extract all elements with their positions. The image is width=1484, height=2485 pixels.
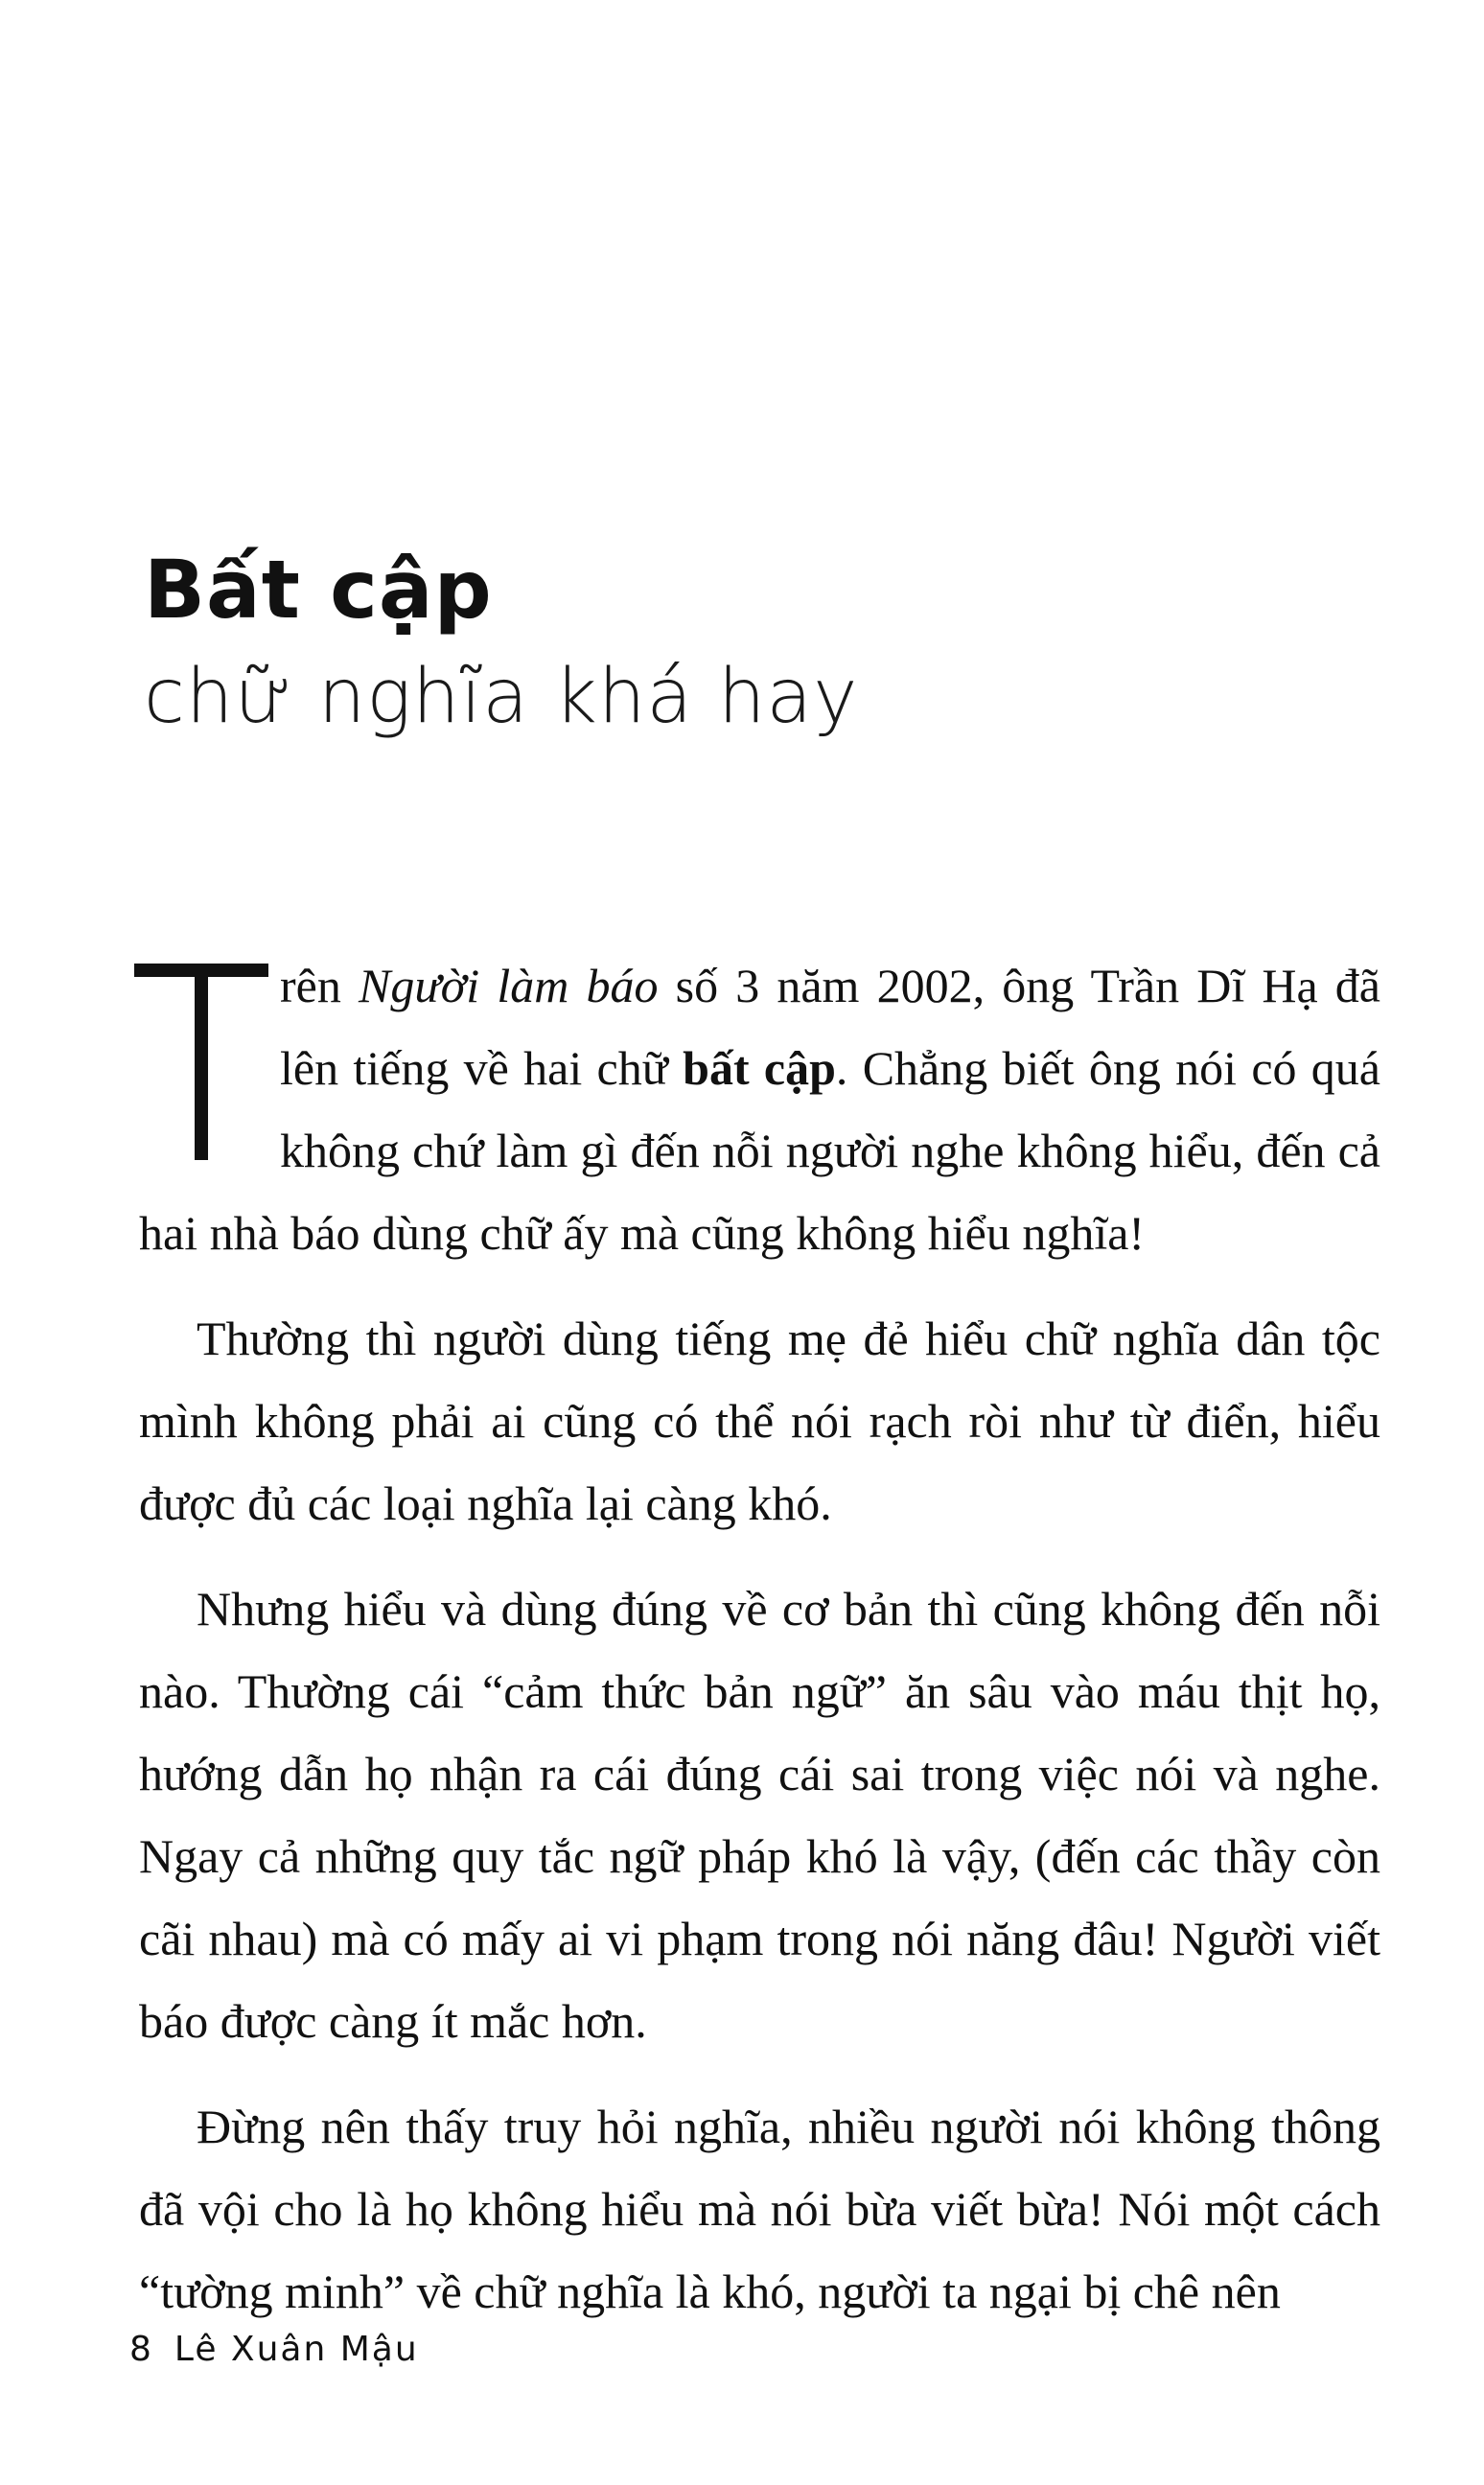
paragraph-2: Thường thì người dùng tiếng mẹ đẻ hiểu chữ nghĩa dân tộc mình không phải ai cũng có thể nói rạch ròi như từ điển, hiểu được đủ các loại nghĩa lại càng khó. bbox=[139, 1312, 1380, 1530]
key-term: bất cập bbox=[683, 1041, 836, 1095]
publication-name: Người làm báo bbox=[358, 959, 659, 1012]
paragraph-1-text-2: số 3 năm 2002, ông Trần Dĩ Hạ đã lên tiếng về hai chữ bbox=[280, 959, 1380, 1095]
paragraph-3: Nhưng hiểu và dùng đúng về cơ bản thì cũng không đến nỗi nào. Thường cái “cảm thức bản ngữ” ăn sâu vào máu thịt họ, hướng dẫn họ nhận ra cái đúng cái sai trong việc nói và nghe. Ngay cả những quy tắc ngữ pháp khó là vậy, (đến các thầy còn cãi nhau) mà có mấy ai vi phạm trong nói năng đâu! Người viết báo được càng ít mắc hơn. bbox=[139, 1582, 1380, 2048]
page-number: 8 bbox=[129, 2330, 153, 2369]
chapter-subtitle: chữ nghĩa khá hay bbox=[144, 654, 859, 740]
chapter-title: Bất cập bbox=[144, 543, 493, 637]
author-name: Lê Xuân Mậu bbox=[174, 2330, 419, 2369]
drop-cap bbox=[134, 964, 268, 1174]
paragraph-1 bbox=[139, 944, 1380, 1274]
paragraph-4: Đừng nên thấy truy hỏi nghĩa, nhiều người nói không thông đã vội cho là họ không hiểu mà nói bừa viết bừa! Nói một cách “tường minh” về chữ nghĩa là khó, người ta ngại bị chê nên bbox=[139, 2100, 1380, 2318]
chapter-heading bbox=[144, 542, 1352, 745]
paragraph-1-text-1: rên bbox=[280, 959, 359, 1012]
paragraph-1-text-3: . Chẳng biết ông nói có quá không chứ làm gì đến nỗi người nghe không hiểu, đến cả hai nhà báo dùng chữ ấy mà cũng không hiểu nghĩa! bbox=[139, 1041, 1380, 1260]
page-footer bbox=[129, 2330, 419, 2369]
body-text bbox=[139, 944, 1380, 2356]
